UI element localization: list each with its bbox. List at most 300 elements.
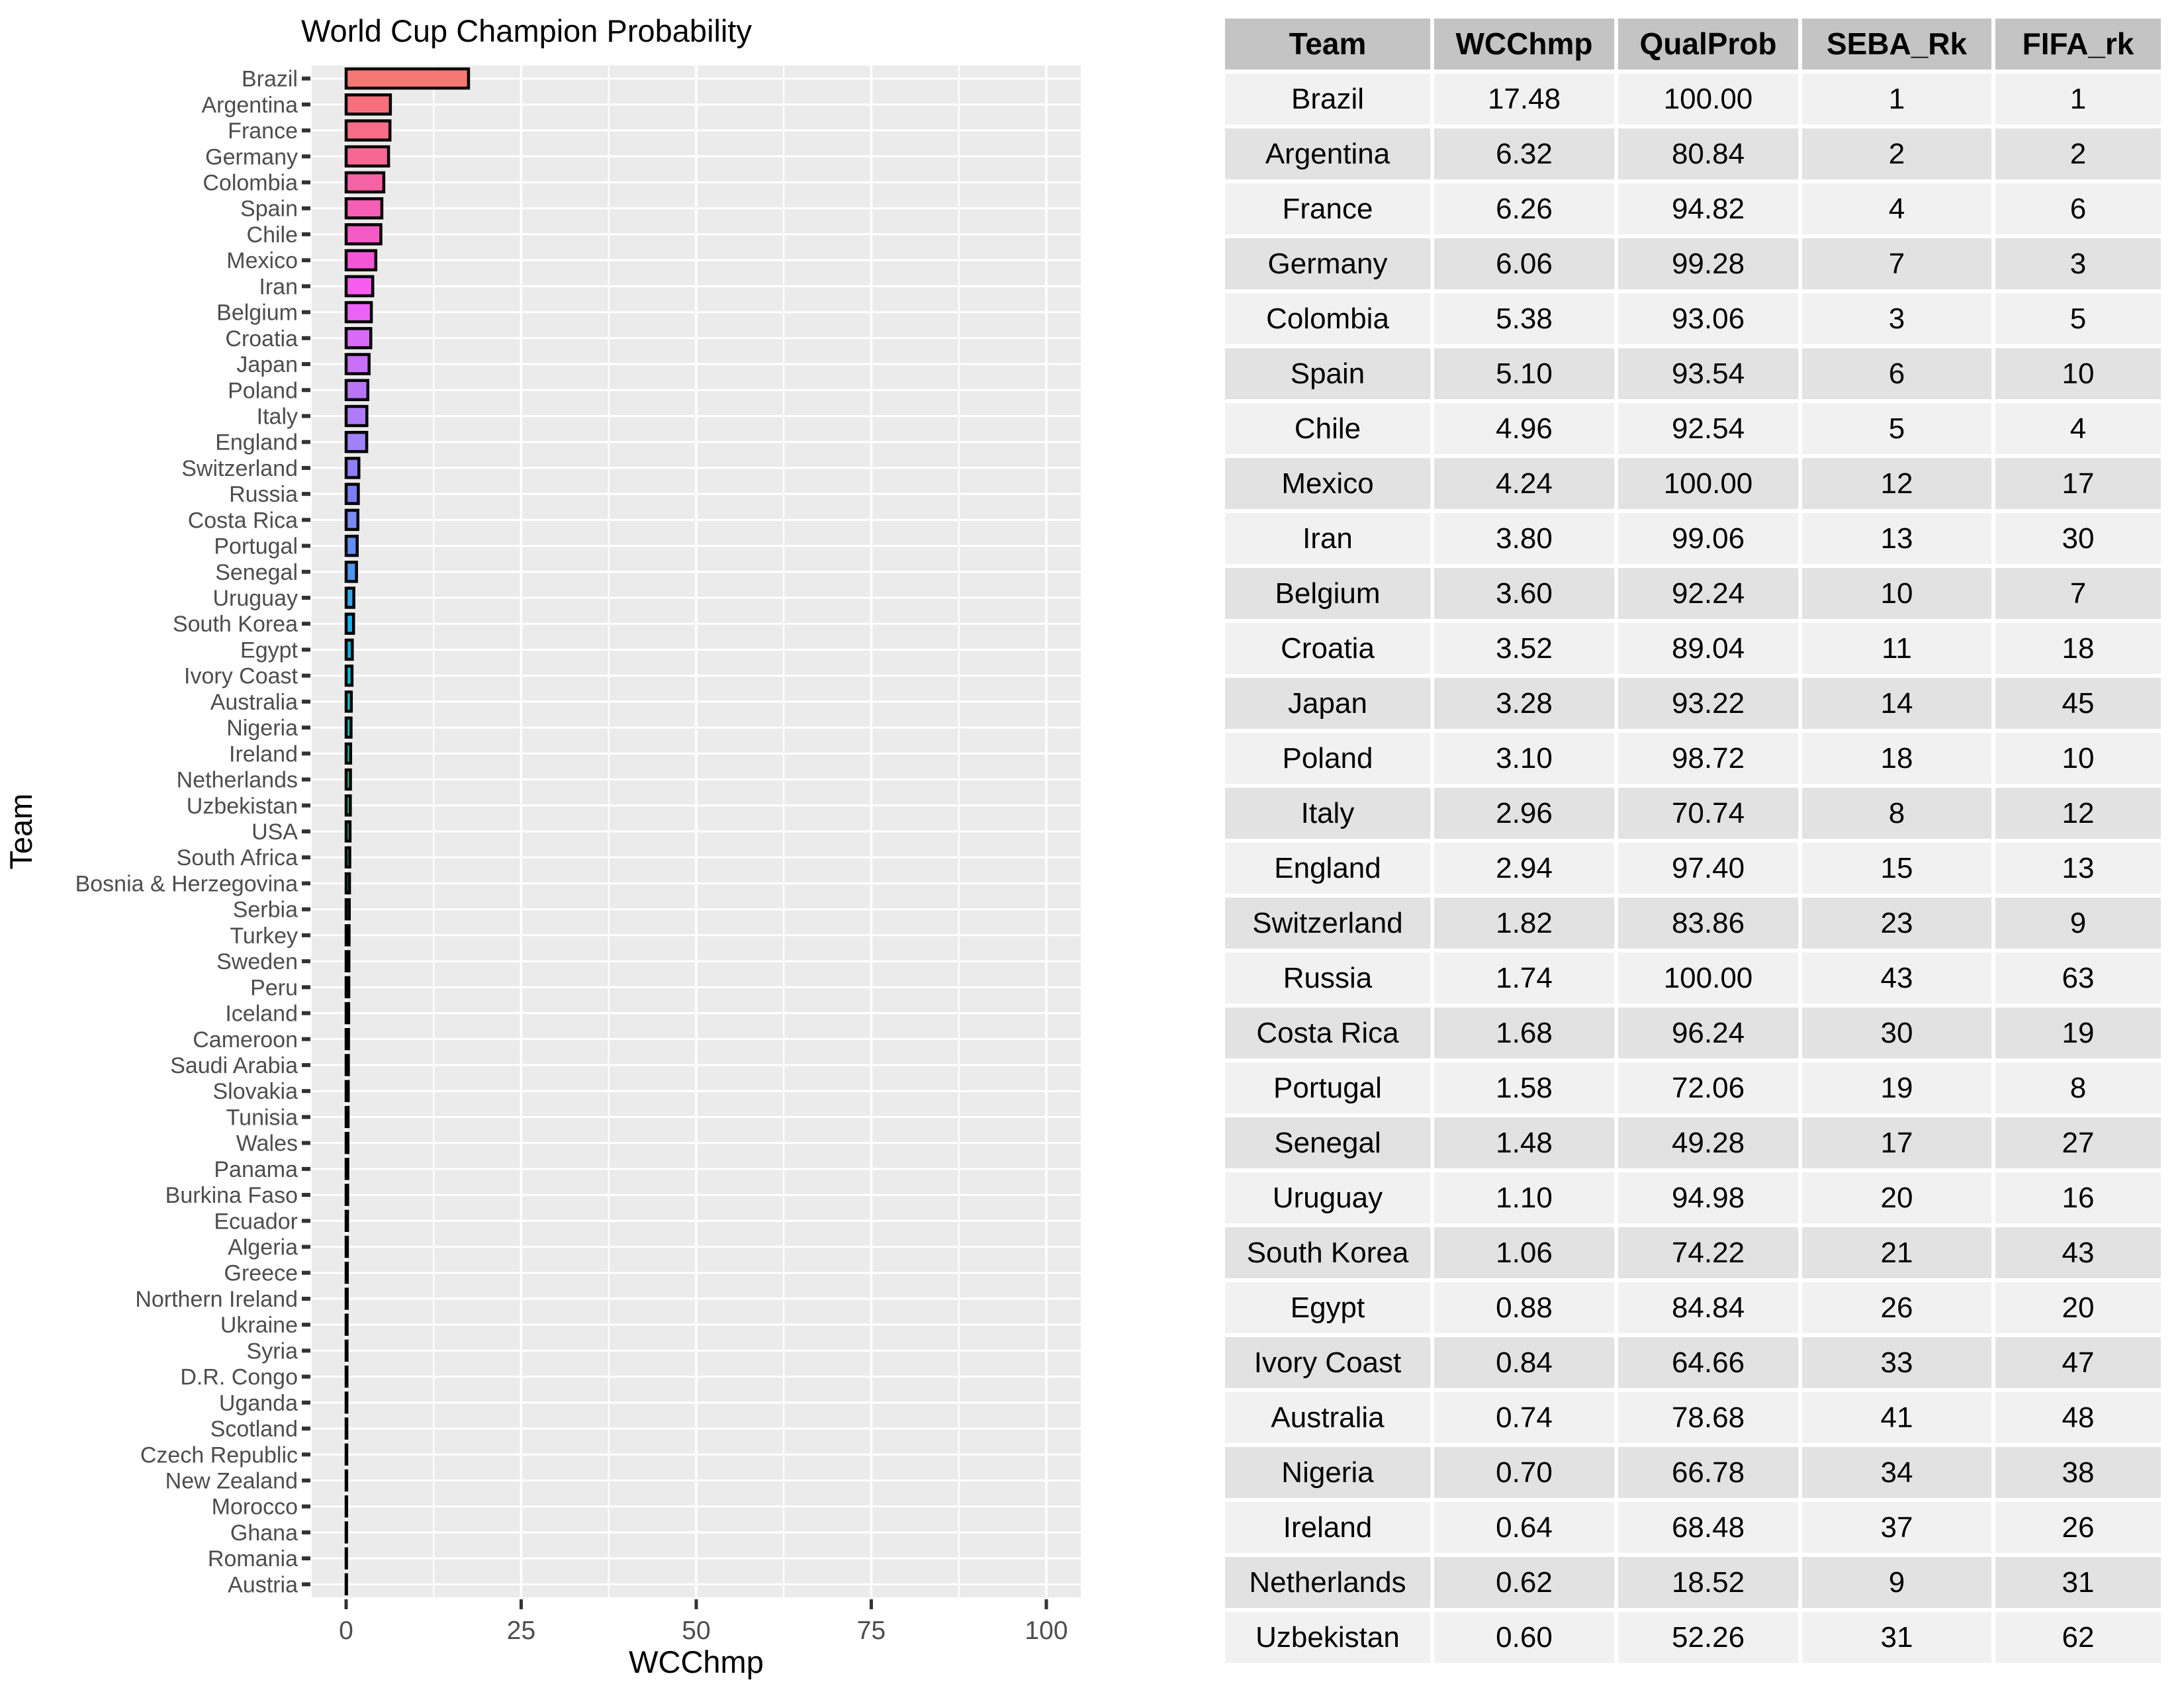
cell-qualprob: 100.00 <box>1618 458 1798 509</box>
table-row-france <box>1225 183 2161 234</box>
cell-qualprob: 72.06 <box>1618 1062 1798 1113</box>
cell-fifa-rk: 5 <box>1995 293 2161 344</box>
y-tick <box>302 1479 310 1483</box>
table-row-brazil <box>1225 73 2161 124</box>
y-axis-label-russia: Russia <box>229 482 298 508</box>
cell-qualprob: 94.82 <box>1618 183 1798 234</box>
bar-saudi-arabia <box>346 1055 348 1074</box>
cell-team: Argentina <box>1225 128 1430 179</box>
cell-wcchmp: 0.60 <box>1434 1612 1614 1663</box>
y-axis-label-ivory-coast: Ivory Coast <box>184 663 298 689</box>
cell-wcchmp: 0.88 <box>1434 1282 1614 1333</box>
bar-japan <box>346 355 369 374</box>
cell-fifa-rk: 10 <box>1995 733 2161 784</box>
cell-team: Uruguay <box>1225 1172 1430 1223</box>
y-axis-label-cameroon: Cameroon <box>193 1027 298 1053</box>
y-tick <box>302 232 310 236</box>
cell-fifa-rk: 13 <box>1995 843 2161 894</box>
y-tick <box>302 1063 310 1067</box>
y-tick <box>302 1089 310 1093</box>
y-tick <box>302 1582 310 1586</box>
bar-d-r-congo <box>346 1367 347 1386</box>
cell-fifa-rk: 43 <box>1995 1227 2161 1278</box>
table-row-south-korea <box>1225 1227 2161 1278</box>
cell-seba-rk: 37 <box>1802 1502 1991 1553</box>
bar-mexico <box>346 251 376 270</box>
cell-wcchmp: 1.48 <box>1434 1117 1614 1168</box>
x-tick <box>870 1599 873 1609</box>
bar-australia <box>346 692 351 711</box>
y-tick <box>302 570 310 574</box>
y-axis-label-portugal: Portugal <box>214 534 298 559</box>
table-row-chile <box>1225 403 2161 454</box>
cell-team: Colombia <box>1225 293 1430 344</box>
cell-team: Italy <box>1225 788 1430 839</box>
table-row-iran <box>1225 513 2161 564</box>
cell-team: Mexico <box>1225 458 1430 509</box>
bar-northern-ireland <box>346 1289 347 1308</box>
y-tick <box>302 1167 310 1171</box>
cell-qualprob: 64.66 <box>1618 1337 1798 1388</box>
y-tick <box>302 284 310 288</box>
y-axis-label-czech-republic: Czech Republic <box>140 1442 298 1468</box>
y-tick <box>302 207 310 211</box>
y-tick <box>302 674 310 678</box>
bar-netherlands <box>346 770 351 789</box>
table-row-germany <box>1225 238 2161 289</box>
bar-switzerland <box>346 458 359 477</box>
y-tick <box>302 1193 310 1197</box>
cell-team: Japan <box>1225 678 1430 729</box>
cell-qualprob: 70.74 <box>1618 788 1798 839</box>
y-axis-label-new-zealand: New Zealand <box>165 1468 298 1494</box>
y-axis-label-south-africa: South Africa <box>176 845 298 871</box>
cell-team: Croatia <box>1225 623 1430 674</box>
cell-team: Netherlands <box>1225 1557 1430 1608</box>
bar-italy <box>346 406 367 426</box>
table-row-italy <box>1225 788 2161 839</box>
y-tick <box>302 1011 310 1015</box>
bar-germany <box>346 147 388 166</box>
cell-wcchmp: 6.26 <box>1434 183 1614 234</box>
y-tick <box>302 700 310 704</box>
y-axis-label-south-korea: South Korea <box>172 612 298 637</box>
cell-team: England <box>1225 843 1430 894</box>
bar-egypt <box>346 640 352 659</box>
cell-wcchmp: 0.62 <box>1434 1557 1614 1608</box>
y-tick <box>302 726 310 729</box>
cell-qualprob: 98.72 <box>1618 733 1798 784</box>
cell-qualprob: 92.54 <box>1618 403 1798 454</box>
cell-seba-rk: 9 <box>1802 1557 1991 1608</box>
y-tick <box>302 466 310 470</box>
cell-qualprob: 92.24 <box>1618 568 1798 619</box>
table-row-nigeria <box>1225 1447 2161 1498</box>
bar-syria <box>346 1341 347 1360</box>
y-tick <box>302 1556 310 1560</box>
cell-team: Nigeria <box>1225 1447 1430 1498</box>
cell-qualprob: 49.28 <box>1618 1117 1798 1168</box>
y-tick <box>302 1245 310 1249</box>
y-axis-label-ireland: Ireland <box>229 741 298 767</box>
chart-title: World Cup Champion Probability <box>301 13 752 48</box>
cell-seba-rk: 1 <box>1802 73 1991 124</box>
cell-qualprob: 84.84 <box>1618 1282 1798 1333</box>
y-axis-label-iceland: Iceland <box>225 1001 298 1027</box>
cell-qualprob: 80.84 <box>1618 128 1798 179</box>
y-tick <box>302 1452 310 1456</box>
cell-team: Ireland <box>1225 1502 1430 1553</box>
cell-seba-rk: 30 <box>1802 1008 1991 1058</box>
y-tick <box>302 414 310 418</box>
bar-peru <box>346 978 349 997</box>
y-axis-label-greece: Greece <box>224 1260 298 1286</box>
cell-seba-rk: 23 <box>1802 898 1991 949</box>
bar-uganda <box>346 1393 347 1412</box>
bar-algeria <box>346 1237 347 1256</box>
cell-seba-rk: 10 <box>1802 568 1991 619</box>
table-row-portugal <box>1225 1062 2161 1113</box>
cell-fifa-rk: 63 <box>1995 953 2161 1004</box>
table-header-fifa-rk: FIFA_rk <box>1995 19 2161 70</box>
bar-chile <box>346 224 381 244</box>
bar-spain <box>346 199 382 218</box>
y-axis-label-poland: Poland <box>228 378 298 404</box>
cell-qualprob: 96.24 <box>1618 1008 1798 1058</box>
y-tick <box>302 103 310 107</box>
cell-wcchmp: 6.06 <box>1434 238 1614 289</box>
cell-team: Spain <box>1225 348 1430 399</box>
table-row-ireland <box>1225 1502 2161 1553</box>
y-axis-label-france: France <box>228 118 298 144</box>
bar-south-korea <box>346 614 353 633</box>
cell-team: Senegal <box>1225 1117 1430 1168</box>
cell-qualprob: 100.00 <box>1618 73 1798 124</box>
y-axis-label-austria: Austria <box>228 1572 298 1598</box>
y-axis-label-ghana: Ghana <box>230 1520 298 1546</box>
cell-fifa-rk: 30 <box>1995 513 2161 564</box>
table-row-japan <box>1225 678 2161 729</box>
cell-seba-rk: 13 <box>1802 513 1991 564</box>
cell-wcchmp: 3.52 <box>1434 623 1614 674</box>
bar-ireland <box>346 744 351 763</box>
cell-wcchmp: 0.84 <box>1434 1337 1614 1388</box>
y-axis-label-italy: Italy <box>256 404 298 430</box>
x-tick <box>345 1599 348 1609</box>
probability-table <box>1221 15 2165 1667</box>
y-axis-label-argentina: Argentina <box>201 92 298 118</box>
y-axis-label-switzerland: Switzerland <box>181 455 298 481</box>
y-tick <box>302 1401 310 1405</box>
cell-seba-rk: 17 <box>1802 1117 1991 1168</box>
y-axis-label-iran: Iran <box>259 274 298 300</box>
bar-burkina-faso <box>346 1186 347 1205</box>
table-row-senegal <box>1225 1117 2161 1168</box>
y-axis-label-d-r-congo: D.R. Congo <box>180 1364 298 1390</box>
y-axis-label-sweden: Sweden <box>216 949 298 975</box>
cell-wcchmp: 3.60 <box>1434 568 1614 619</box>
cell-qualprob: 89.04 <box>1618 623 1798 674</box>
cell-team: Russia <box>1225 953 1430 1004</box>
table-row-england <box>1225 843 2161 894</box>
cell-fifa-rk: 16 <box>1995 1172 2161 1223</box>
cell-fifa-rk: 20 <box>1995 1282 2161 1333</box>
x-axis-ticks <box>345 1599 1048 1609</box>
y-axis-label-senegal: Senegal <box>215 559 298 585</box>
bar-romania <box>346 1549 347 1568</box>
cell-team: France <box>1225 183 1430 234</box>
table-row-egypt <box>1225 1282 2161 1333</box>
bar-slovakia <box>346 1082 348 1101</box>
cell-seba-rk: 15 <box>1802 843 1991 894</box>
y-tick <box>302 1530 310 1534</box>
bar-austria <box>346 1575 347 1594</box>
table-header-seba-rk: SEBA_Rk <box>1802 19 1991 70</box>
y-tick <box>302 336 310 340</box>
cell-wcchmp: 2.96 <box>1434 788 1614 839</box>
cell-qualprob: 68.48 <box>1618 1502 1798 1553</box>
cell-seba-rk: 8 <box>1802 788 1991 839</box>
y-axis-label-colombia: Colombia <box>203 170 298 196</box>
bar-portugal <box>346 536 357 555</box>
cell-qualprob: 83.86 <box>1618 898 1798 949</box>
bar-france <box>346 121 390 140</box>
cell-fifa-rk: 7 <box>1995 568 2161 619</box>
y-axis-label-burkina-faso: Burkina Faso <box>165 1183 298 1209</box>
table-header-team: Team <box>1225 19 1430 70</box>
bar-belgium <box>346 303 371 322</box>
y-axis-label-mexico: Mexico <box>226 248 298 274</box>
y-tick <box>302 751 310 755</box>
cell-team: Australia <box>1225 1392 1430 1443</box>
cell-fifa-rk: 47 <box>1995 1337 2161 1388</box>
cell-wcchmp: 1.74 <box>1434 953 1614 1004</box>
bar-new-zealand <box>346 1471 347 1490</box>
cell-seba-rk: 11 <box>1802 623 1991 674</box>
y-axis-label-peru: Peru <box>250 975 298 1001</box>
cell-wcchmp: 5.10 <box>1434 348 1614 399</box>
y-tick <box>302 1375 310 1379</box>
y-axis-label-australia: Australia <box>210 689 298 715</box>
y-axis-label-croatia: Croatia <box>225 326 298 352</box>
table-row-croatia <box>1225 623 2161 674</box>
cell-wcchmp: 1.58 <box>1434 1062 1614 1113</box>
bar-ivory-coast <box>346 666 352 685</box>
bar-uzbekistan <box>346 796 350 815</box>
cell-seba-rk: 5 <box>1802 403 1991 454</box>
bar-ukraine <box>346 1315 347 1335</box>
y-axis-label-england: England <box>215 430 298 455</box>
y-tick <box>302 1219 310 1223</box>
cell-qualprob: 93.54 <box>1618 348 1798 399</box>
cell-seba-rk: 6 <box>1802 348 1991 399</box>
cell-wcchmp: 2.94 <box>1434 843 1614 894</box>
bar-ecuador <box>346 1211 347 1231</box>
cell-seba-rk: 12 <box>1802 458 1991 509</box>
y-tick <box>302 1348 310 1352</box>
bar-morocco <box>346 1497 347 1516</box>
y-tick <box>302 804 310 808</box>
bar-costa-rica <box>346 510 358 530</box>
table-row-russia <box>1225 953 2161 1004</box>
y-tick <box>302 778 310 782</box>
table-row-uzbekistan <box>1225 1612 2161 1663</box>
y-tick <box>302 1141 310 1145</box>
x-tick <box>1045 1599 1048 1609</box>
y-tick <box>302 154 310 158</box>
cell-team: Poland <box>1225 733 1430 784</box>
cell-fifa-rk: 6 <box>1995 183 2161 234</box>
x-tick <box>695 1599 698 1609</box>
cell-wcchmp: 1.06 <box>1434 1227 1614 1278</box>
y-axis-label-serbia: Serbia <box>232 897 298 923</box>
cell-wcchmp: 1.82 <box>1434 898 1614 949</box>
cell-qualprob: 93.22 <box>1618 678 1798 729</box>
table-row-uruguay <box>1225 1172 2161 1223</box>
y-tick <box>302 933 310 937</box>
y-axis-label-morocco: Morocco <box>211 1494 298 1520</box>
cell-team: Switzerland <box>1225 898 1430 949</box>
y-axis-label-egypt: Egypt <box>240 637 298 663</box>
y-tick <box>302 388 310 392</box>
bar-greece <box>346 1263 347 1282</box>
y-tick <box>302 1323 310 1327</box>
cell-wcchmp: 0.70 <box>1434 1447 1614 1498</box>
y-tick <box>302 829 310 833</box>
y-axis-label-nigeria: Nigeria <box>226 716 298 741</box>
y-tick <box>302 518 310 522</box>
y-tick <box>302 855 310 859</box>
table-row-belgium <box>1225 568 2161 619</box>
bar-cameroon <box>346 1029 349 1049</box>
bar-sweden <box>346 952 349 971</box>
table-row-argentina <box>1225 128 2161 179</box>
y-axis-label-usa: USA <box>251 820 298 845</box>
y-tick <box>302 647 310 651</box>
bar-brazil <box>346 69 469 88</box>
bar-czech-republic <box>346 1445 347 1464</box>
y-axis-label-ecuador: Ecuador <box>214 1209 298 1235</box>
x-tick <box>520 1599 523 1609</box>
y-tick <box>302 440 310 444</box>
bar-nigeria <box>346 718 351 737</box>
y-tick <box>302 492 310 496</box>
y-tick <box>302 1271 310 1275</box>
cell-wcchmp: 1.68 <box>1434 1008 1614 1058</box>
y-axis-label-uruguay: Uruguay <box>212 586 298 612</box>
y-axis-title: Team <box>3 793 38 870</box>
cell-fifa-rk: 26 <box>1995 1502 2161 1553</box>
y-axis-label-saudi-arabia: Saudi Arabia <box>170 1053 298 1078</box>
y-axis-label-ukraine: Ukraine <box>220 1313 298 1338</box>
cell-seba-rk: 34 <box>1802 1447 1991 1498</box>
cell-seba-rk: 26 <box>1802 1282 1991 1333</box>
y-axis-label-chile: Chile <box>246 222 298 248</box>
cell-fifa-rk: 18 <box>1995 623 2161 674</box>
table-row-mexico <box>1225 458 2161 509</box>
cell-fifa-rk: 19 <box>1995 1008 2161 1058</box>
bar-poland <box>346 381 368 400</box>
y-tick <box>302 881 310 885</box>
cell-qualprob: 99.06 <box>1618 513 1798 564</box>
table-row-poland <box>1225 733 2161 784</box>
cell-fifa-rk: 27 <box>1995 1117 2161 1168</box>
cell-fifa-rk: 45 <box>1995 678 2161 729</box>
y-axis-label-scotland: Scotland <box>210 1417 298 1442</box>
bar-tunisia <box>346 1107 348 1127</box>
table-row-spain <box>1225 348 2161 399</box>
y-tick <box>302 959 310 963</box>
table-row-switzerland <box>1225 898 2161 949</box>
cell-seba-rk: 31 <box>1802 1612 1991 1663</box>
cell-qualprob: 66.78 <box>1618 1447 1798 1498</box>
cell-fifa-rk: 10 <box>1995 348 2161 399</box>
x-axis-label-0: 0 <box>339 1617 353 1645</box>
bar-south-africa <box>346 848 350 867</box>
x-axis-label-25: 25 <box>506 1617 536 1645</box>
cell-qualprob: 97.40 <box>1618 843 1798 894</box>
cell-fifa-rk: 38 <box>1995 1447 2161 1498</box>
x-axis-label-50: 50 <box>682 1617 711 1645</box>
cell-seba-rk: 7 <box>1802 238 1991 289</box>
bar-iran <box>346 277 373 296</box>
cell-qualprob: 93.06 <box>1618 293 1798 344</box>
y-axis-label-brazil: Brazil <box>241 66 298 92</box>
bar-usa <box>346 822 350 841</box>
cell-seba-rk: 14 <box>1802 678 1991 729</box>
cell-wcchmp: 3.80 <box>1434 513 1614 564</box>
y-axis-label-slovakia: Slovakia <box>212 1079 298 1105</box>
y-axis-label-bosnia-herzegovina: Bosnia & Herzegovina <box>75 871 298 897</box>
cell-seba-rk: 21 <box>1802 1227 1991 1278</box>
cell-wcchmp: 1.10 <box>1434 1172 1614 1223</box>
cell-fifa-rk: 4 <box>1995 403 2161 454</box>
cell-wcchmp: 4.96 <box>1434 403 1614 454</box>
cell-fifa-rk: 12 <box>1995 788 2161 839</box>
table-header-qualprob: QualProb <box>1618 19 1798 70</box>
y-tick <box>302 1037 310 1041</box>
bar-england <box>346 432 367 451</box>
table-row-netherlands <box>1225 1557 2161 1608</box>
y-tick <box>302 596 310 600</box>
y-axis-label-wales: Wales <box>236 1131 298 1156</box>
cell-wcchmp: 3.28 <box>1434 678 1614 729</box>
cell-fifa-rk: 2 <box>1995 128 2161 179</box>
cell-qualprob: 99.28 <box>1618 238 1798 289</box>
y-axis-label-panama: Panama <box>214 1156 298 1182</box>
y-tick <box>302 180 310 184</box>
cell-seba-rk: 43 <box>1802 953 1991 1004</box>
y-tick <box>302 77 310 81</box>
cell-seba-rk: 19 <box>1802 1062 1991 1113</box>
cell-fifa-rk: 48 <box>1995 1392 2161 1443</box>
y-axis-label-germany: Germany <box>205 144 298 170</box>
cell-fifa-rk: 17 <box>1995 458 2161 509</box>
table-row-ivory-coast <box>1225 1337 2161 1388</box>
x-axis-title: WCChmp <box>629 1644 764 1679</box>
cell-seba-rk: 20 <box>1802 1172 1991 1223</box>
cell-wcchmp: 6.32 <box>1434 128 1614 179</box>
y-tick <box>302 1427 310 1430</box>
cell-fifa-rk: 31 <box>1995 1557 2161 1608</box>
cell-team: Chile <box>1225 403 1430 454</box>
y-axis-label-costa-rica: Costa Rica <box>187 508 298 534</box>
table-row-costa-rica <box>1225 1008 2161 1058</box>
y-tick <box>302 985 310 989</box>
y-tick <box>302 128 310 132</box>
y-axis-label-japan: Japan <box>236 352 298 378</box>
cell-seba-rk: 41 <box>1802 1392 1991 1443</box>
